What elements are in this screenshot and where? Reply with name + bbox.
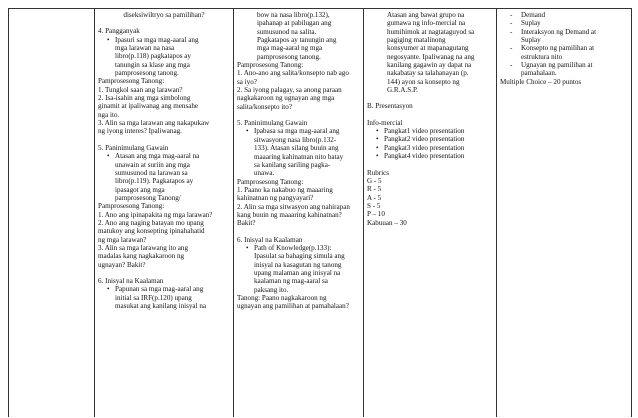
question-line: 2. Alin sa mga sitwasyon ang nahirapan xyxy=(237,202,350,211)
col2-section-6-title: 6. Inisyal na Kaalaman xyxy=(98,276,164,285)
col2-section-4-title: 4. Pangganyak xyxy=(98,27,140,36)
question-line: 1. Ano-ano ang salita/konsepto nab ago xyxy=(237,69,349,78)
col4-group-list xyxy=(367,127,493,160)
col2-section-6-bullet xyxy=(98,285,230,310)
col5-test-type: Multiple Choice – 20 puntos xyxy=(500,77,582,86)
lesson-plan-table xyxy=(8,8,632,417)
col5-topic-list xyxy=(500,11,628,78)
rubric-line: Kabuuan – 30 xyxy=(367,218,407,227)
col2-section-4-bullet xyxy=(98,36,230,78)
question-line: 1. Tungkol saan ang larawan? xyxy=(98,85,183,94)
question-line: ugnayan? Bakit? xyxy=(98,260,146,269)
question-line: 3. Alin sa mga larawang ito ang xyxy=(98,243,189,252)
column-4 xyxy=(364,9,497,417)
col3-questions-title-2: Pamprosesong Tanong: xyxy=(237,177,304,186)
col3-top-continuation: bow na nasa libro(p.132), ipahanap at pabilugan ang sumusunod na salita. Pagkatapos ay tanungin ang mga mag-aaral ng mga pamprosesong tanong. xyxy=(257,11,337,61)
question-line: salita/konsepto ito? xyxy=(237,102,292,111)
col3-questions-title-1: Pamprosesong Tanong: xyxy=(237,61,304,70)
col2-top-continuation: diseksiwiltryo sa pamilihan? xyxy=(123,11,205,19)
question-line: ng iyong interes? Ipaliwanag. xyxy=(98,127,182,136)
rubric-line: G - 5 xyxy=(367,176,382,185)
col2-section-5-title: 5. Paninimulang Gawain xyxy=(98,143,169,152)
list-item: • Pangkat1 video presentation xyxy=(384,127,493,135)
column-1 xyxy=(9,9,95,417)
list-item: - Interaksyon ng Demand at Suplay xyxy=(521,28,628,45)
col2-section-5-bullet xyxy=(98,152,230,202)
list-item: - Ugnayan ng pamilihan at pamahalaan. xyxy=(521,61,628,78)
list-item: • Pangkat3 video presentation xyxy=(384,144,493,152)
question-line: 2. Ano ang naging batayan mo upang xyxy=(98,218,204,227)
rubric-line: P – 10 xyxy=(367,210,385,219)
question-line: ginamit at ipaliwanag ang mensahe xyxy=(98,102,199,111)
col2-s4-questions-title: Pamprosesong Tanong: xyxy=(98,77,165,86)
col4-presentation-title: B. Presentasyon xyxy=(367,102,413,111)
bullet-item: • Atasan ang mga mag-aaral na unawain at suriin ang mga sumusunod na larawan sa libro(p.119). Pagkatapos ay ipasagot ang mga pamprosesong Tanong/ xyxy=(115,152,230,202)
question-line: madalas kang nagkakaroon ng xyxy=(98,252,185,261)
rubric-line: A - 5 xyxy=(367,193,382,202)
question-line: sa iyo? xyxy=(237,77,257,86)
list-item: - Demand xyxy=(521,11,628,19)
question-line: nga ito. xyxy=(98,110,120,119)
col3-section-5-bullet xyxy=(237,127,360,177)
rubric-line: R - 5 xyxy=(367,185,382,194)
col3-section-5-title: 5. Paninimulang Gawain xyxy=(237,119,308,128)
column-3 xyxy=(234,9,364,417)
list-item: - Suplay xyxy=(521,19,628,27)
question-line: 2. Sa iyong palagay, sa anong paraan xyxy=(237,86,342,95)
question-line: Bakit? xyxy=(237,219,256,228)
list-item: • Pangkat4 video presentation xyxy=(384,152,493,160)
question-line: 1. Ano ang ipinapakita ng mga larawan? xyxy=(98,210,213,219)
col3-section-6-bullet xyxy=(237,244,360,294)
bullet-item: • Papunan sa mga mag-aaral ang initial sa IRF(p.120) upang masukat ang kanilang inisyal na xyxy=(115,285,230,310)
question-line: 1. Paano ka nakabuo ng maaaring xyxy=(237,185,333,194)
col2-s5-questions-title: Pamprosesong Tanong: xyxy=(98,202,165,211)
question-line: ng mga larawan? xyxy=(98,235,147,244)
column-2 xyxy=(95,9,234,417)
bullet-item: • Path of Knowledge(p.133): Ipasulat sa bahaging simula ang inisyal na kasagutan ng tanong upang malaman ang inisyal na kaalaman ng mag-aaral sa paksang ito. xyxy=(254,244,360,294)
question-line: kang buuin ng maaaring kahinatnan? xyxy=(237,210,342,219)
question-line: 2. Isa-isahin ang mga simbolong xyxy=(98,94,191,103)
bullet-item: • Ipabasa sa mga mag-aaral ang sitwasyong nasa libro(p.132- 133). Atasan silang buuin ang maaaring kahinatnan nito batay sa kanilang sariling pagka- unawa. xyxy=(254,127,360,177)
question-line: kahinatnan ng pangyayari? xyxy=(237,194,314,203)
list-item: - Konsepto ng pamilihan at estruktura nito xyxy=(521,44,628,61)
bullet-item: • Ipasuri sa mga mag-aaral ang mga larawan na nasa libro(p.118) pagkatapos ay tanungin sa klase ang mga pamprosesong tanong. xyxy=(115,36,230,78)
col4-infomercial-title: Info-mercial xyxy=(367,118,403,127)
col3-tail-question: Tanong: Paano nagkakaroon ng xyxy=(237,294,327,302)
col4-top-continuation: Atasan ang bawat grupo na gumawa ng info-mercial na humihimok at nagtataguyod sa pagiging matalinong konsyumer at mapanagutang negosyante. Ipaliwanag na ang kanilang gagawin ay dapat na nakabatay sa talahanayan (p. 144) ayon sa konsepto ng G.R.A.S.P. xyxy=(387,11,475,95)
rubric-line: S - 5 xyxy=(367,201,381,210)
question-line: matukoy ang konsepting ipinahahatid xyxy=(98,227,205,236)
col3-tail-question: ugnayan ang pamilihan at pamahalaan? xyxy=(237,302,349,311)
column-5 xyxy=(497,9,631,417)
list-item: • Pangkat2 video presentation xyxy=(384,135,493,143)
col3-section-6-title: 6. Inisyal na Kaalaman xyxy=(237,235,303,244)
question-line: 3. Alin sa mga larawan ang nakapukaw xyxy=(98,119,210,128)
question-line: nagkakaroon ng ugnayan ang mga xyxy=(237,94,335,103)
col4-rubrics-title: Rubrics xyxy=(367,168,390,177)
